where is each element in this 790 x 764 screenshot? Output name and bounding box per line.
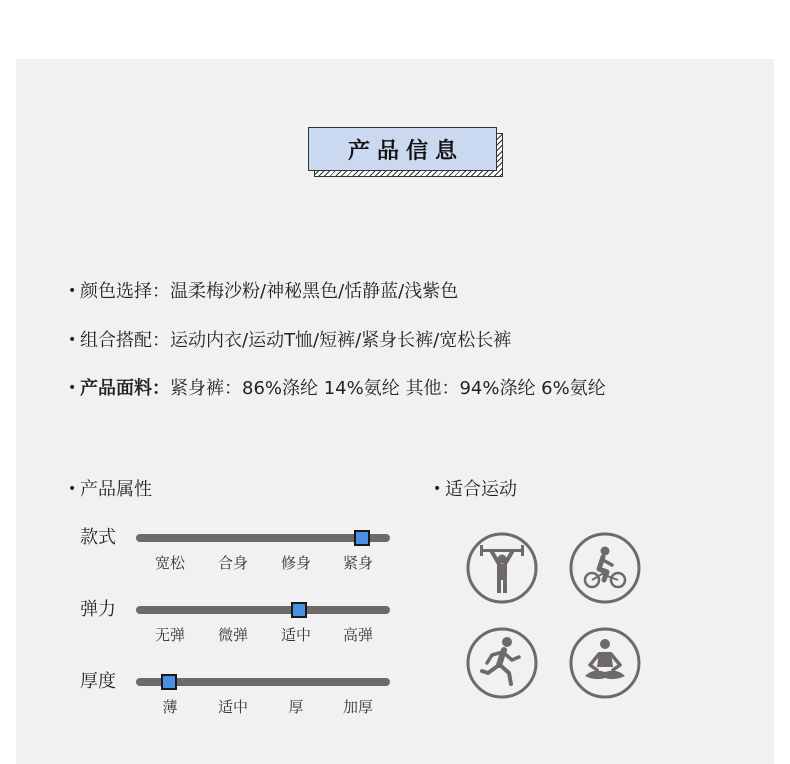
attribute-tick-label: 适中 [280, 626, 312, 644]
attribute-tick-label: 高弹 [342, 626, 374, 644]
sports-heading-text: 适合运动 [445, 479, 517, 500]
combo-options-label: 组合搭配： [80, 330, 170, 351]
attribute-label: 款式 [80, 527, 116, 548]
attribute-slider-handle [291, 602, 307, 618]
attribute-tick-label: 厚 [288, 698, 304, 716]
attribute-slider-track [136, 678, 390, 686]
fabric-line [68, 376, 606, 401]
attribute-slider-track [136, 606, 390, 614]
attribute-label: 厚度 [80, 671, 116, 692]
fabric-label: 产品面料： [80, 378, 170, 399]
attributes-heading [68, 477, 152, 502]
combo-options-line [68, 328, 511, 353]
attribute-tick-label: 适中 [217, 698, 249, 716]
attribute-slider-handle [161, 674, 177, 690]
yoga-icon [569, 627, 641, 699]
attribute-tick-label: 合身 [217, 554, 249, 572]
attribute-tick-label: 加厚 [342, 698, 374, 716]
attribute-tick-labels [136, 696, 390, 718]
attribute-tick-label: 修身 [280, 554, 312, 572]
attribute-slider-handle [354, 530, 370, 546]
color-options-value: 温柔梅沙粉/神秘黑色/恬静蓝/浅紫色 [170, 281, 459, 302]
color-options-line [68, 279, 458, 304]
fabric-value: 紧身裤：86%涤纶 14%氨纶 其他：94%涤纶 6%氨纶 [170, 378, 606, 399]
cycling-icon [569, 532, 641, 604]
bullet: • [433, 481, 442, 497]
weightlifting-icon [466, 532, 538, 604]
sports-heading [433, 477, 517, 502]
attribute-tick-label: 薄 [162, 698, 178, 716]
attribute-tick-label: 无弹 [154, 626, 186, 644]
running-icon [466, 627, 538, 699]
combo-options-value: 运动内衣/运动T恤/短裤/紧身长裤/宽松长裤 [170, 330, 512, 351]
attribute-label: 弹力 [80, 599, 116, 620]
bullet: • [68, 481, 77, 497]
attribute-tick-labels [136, 552, 390, 574]
attribute-tick-label: 微弹 [217, 626, 249, 644]
bullet: • [68, 332, 77, 348]
attribute-tick-labels [136, 624, 390, 646]
attributes-heading-text: 产品属性 [80, 479, 152, 500]
color-options-label: 颜色选择： [80, 281, 170, 302]
bullet: • [68, 380, 77, 396]
attribute-slider-track [136, 534, 390, 542]
page-title: 产品信息 [308, 127, 497, 171]
attribute-tick-label: 宽松 [154, 554, 186, 572]
bullet: • [68, 283, 77, 299]
attribute-tick-label: 紧身 [342, 554, 374, 572]
